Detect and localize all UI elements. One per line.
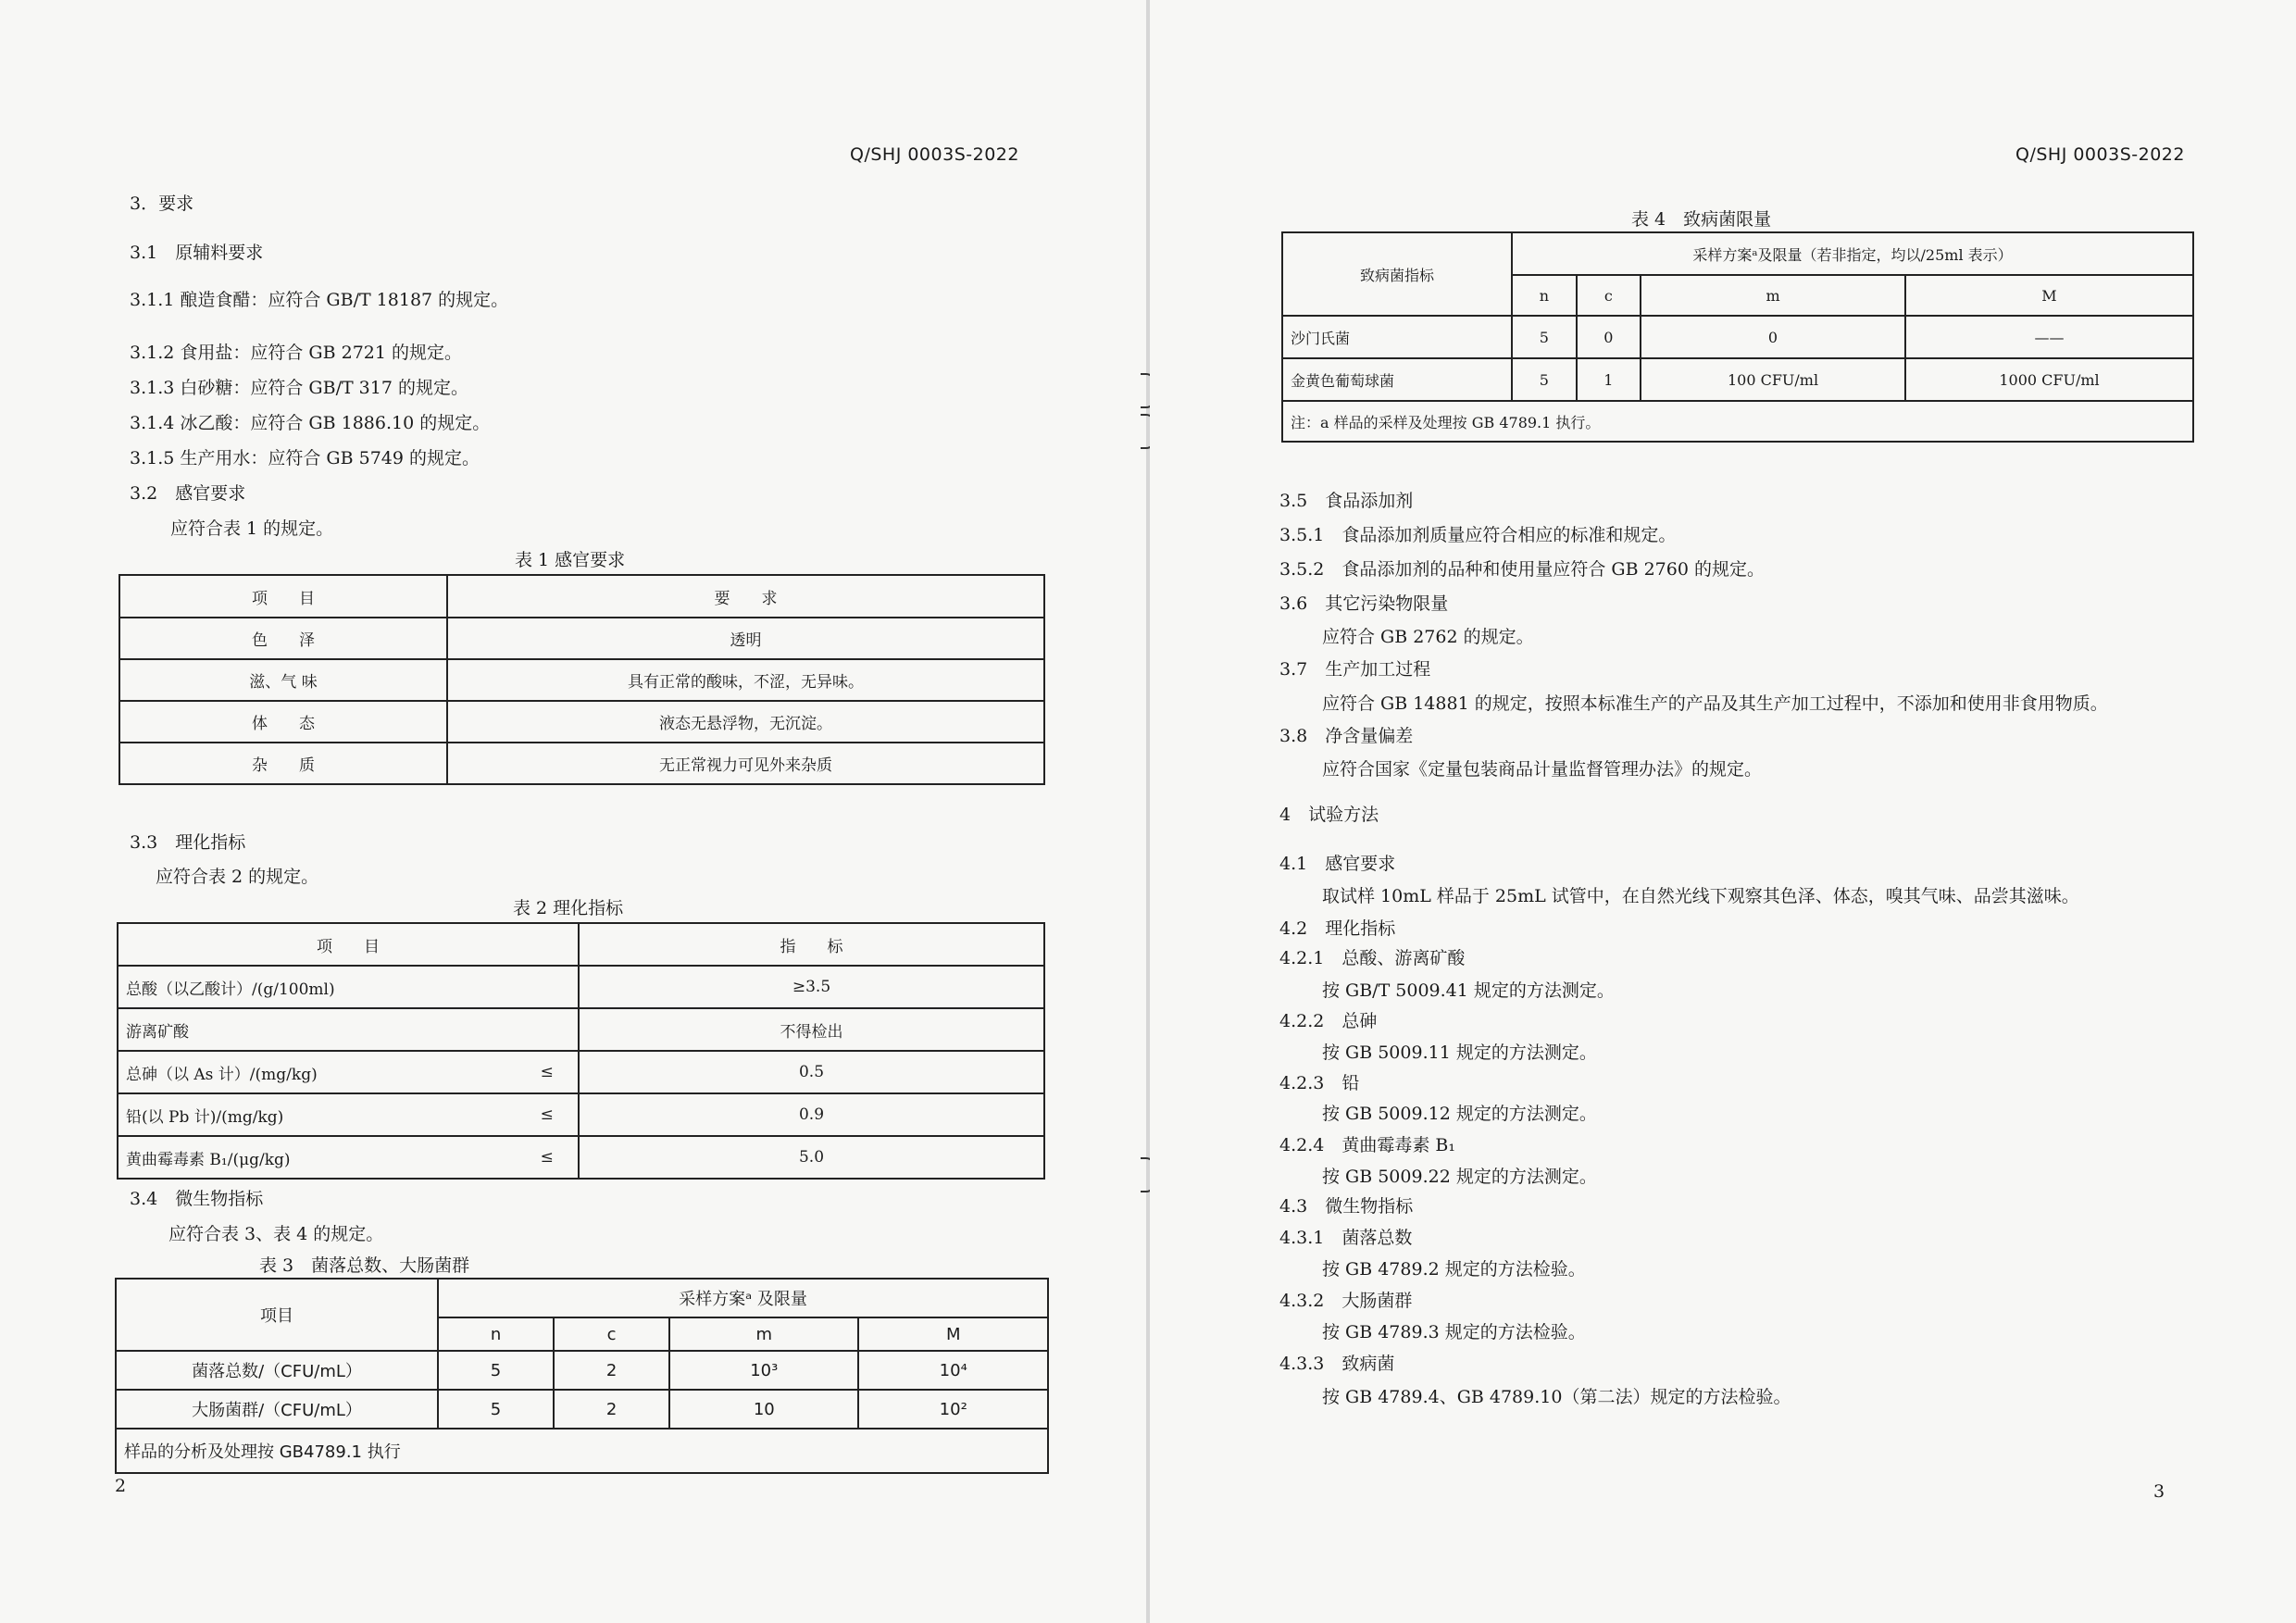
- table-cell: 0: [1577, 316, 1641, 358]
- table-row-label: 大肠菌群/（CFU/mL）: [116, 1390, 438, 1429]
- table-row-label: 色 泽: [119, 618, 447, 659]
- table-header-sampling-plan: 采样方案ᵃ及限量（若非指定，均以/25ml 表示）: [1512, 232, 2193, 275]
- table-cell: 5: [438, 1351, 554, 1390]
- section-4-3-1-heading: 4.3.1 菌落总数: [1279, 1228, 1413, 1248]
- table-row-value: ≥3.5: [579, 966, 1044, 1008]
- table-row-value: 0.9: [579, 1093, 1044, 1136]
- table-row-operator: [516, 966, 579, 1008]
- table-cell: 10³: [669, 1351, 858, 1390]
- section-3-5-heading: 3.5 食品添加剂: [1279, 491, 1414, 511]
- table-cell: 5: [438, 1390, 554, 1429]
- table-row-label: 金黄色葡萄球菌: [1282, 358, 1512, 401]
- table-header-sampling-plan: 采样方案ᵃ 及限量: [438, 1279, 1048, 1317]
- table-header-requirement: 要 求: [447, 575, 1044, 618]
- section-3-8-text: 应符合国家《定量包装商品计量监督管理办法》的规定。: [1322, 759, 1763, 780]
- section-3-1-3: 3.1.3 白砂糖：应符合 GB/T 317 的规定。: [130, 378, 468, 398]
- section-3-7-text: 应符合 GB 14881 的规定，按照本标准生产的产品及其生产加工过程中，不添加和使用非食用物质。: [1322, 693, 2108, 714]
- table-row-value: 液态无悬浮物，无沉淀。: [447, 701, 1044, 743]
- section-4-2-4-heading: 4.2.4 黄曲霉毒素 B₁: [1279, 1135, 1455, 1155]
- table-cell: 5: [1512, 358, 1577, 401]
- table-row-value: 具有正常的酸味，不涩，无异味。: [447, 659, 1044, 701]
- section-3-6-heading: 3.6 其它污染物限量: [1279, 593, 1449, 614]
- table-subheader-n: n: [438, 1317, 554, 1351]
- section-4-2-heading: 4.2 理化指标: [1279, 918, 1396, 939]
- table-cell: 100 CFU/ml: [1641, 358, 1905, 401]
- page-number: 2: [115, 1476, 127, 1496]
- table-subheader-M: M: [1905, 275, 2193, 316]
- table-2-physicochemical: [117, 922, 1045, 1180]
- table-subheader-c: c: [554, 1317, 669, 1351]
- section-4-1-heading: 4.1 感官要求: [1279, 854, 1396, 874]
- table-3-microbial: [115, 1278, 1049, 1474]
- section-3-3-text: 应符合表 2 的规定。: [156, 867, 319, 887]
- table-row-label: 杂 质: [119, 743, 447, 784]
- page-header: Q/SHJ 0003S-2022: [2015, 144, 2185, 165]
- section-3-4-heading: 3.4 微生物指标: [130, 1189, 264, 1209]
- table-row-operator: ≤: [516, 1051, 579, 1093]
- table-row-label: 总酸（以乙酸计）/(g/100ml): [118, 966, 516, 1008]
- section-3-5-2: 3.5.2 食品添加剂的品种和使用量应符合 GB 2760 的规定。: [1279, 559, 1765, 580]
- table-cell: 0: [1641, 316, 1905, 358]
- section-3-3-heading: 3.3 理化指标: [130, 832, 246, 853]
- section-3-6-text: 应符合 GB 2762 的规定。: [1322, 627, 1534, 647]
- section-3-2-text: 应符合表 1 的规定。: [170, 518, 334, 539]
- table-header-item: 项 目: [118, 923, 579, 966]
- section-4-3-3-text: 按 GB 4789.4、GB 4789.10（第二法）规定的方法检验。: [1322, 1387, 1791, 1407]
- table-row-value: 0.5: [579, 1051, 1044, 1093]
- table-row-operator: ≤: [516, 1136, 579, 1179]
- table-subheader-n: n: [1512, 275, 1577, 316]
- table-row-label: 铅(以 Pb 计)/(mg/kg): [118, 1093, 516, 1136]
- section-3-7-heading: 3.7 生产加工过程: [1279, 659, 1431, 680]
- table-cell: ——: [1905, 316, 2193, 358]
- section-4-3-3-heading: 4.3.3 致病菌: [1279, 1354, 1395, 1374]
- section-4-1-text: 取试样 10mL 样品于 25mL 试管中，在自然光线下观察其色泽、体态，嗅其气味、品尝其滋味。: [1322, 886, 2079, 906]
- table-cell: 10⁴: [858, 1351, 1048, 1390]
- section-4-3-2-text: 按 GB 4789.3 规定的方法检验。: [1322, 1322, 1586, 1342]
- section-3-4-text: 应符合表 3、表 4 的规定。: [168, 1224, 384, 1244]
- section-3-1-heading: 3.1 原辅料要求: [130, 243, 264, 263]
- table-row-value: 无正常视力可见外来杂质: [447, 743, 1044, 784]
- section-4-2-2-text: 按 GB 5009.11 规定的方法测定。: [1322, 1042, 1597, 1063]
- table-header-item: 致病菌指标: [1282, 232, 1512, 316]
- table-1-sensory: [119, 574, 1045, 785]
- section-3-1-5: 3.1.5 生产用水：应符合 GB 5749 的规定。: [130, 448, 480, 468]
- section-3-1-1: 3.1.1 酿造食醋：应符合 GB/T 18187 的规定。: [130, 290, 509, 310]
- table-row-label: 总砷（以 As 计）/(mg/kg): [118, 1051, 516, 1093]
- page-header: Q/SHJ 0003S-2022: [850, 144, 1019, 165]
- left-page: [0, 0, 1146, 1623]
- table-note: 注：a 样品的采样及处理按 GB 4789.1 执行。: [1282, 401, 2193, 442]
- table-cell: 1: [1577, 358, 1641, 401]
- table-row-value: 透明: [447, 618, 1044, 659]
- table-header-index: 指 标: [579, 923, 1044, 966]
- section-3-1-4: 3.1.4 冰乙酸：应符合 GB 1886.10 的规定。: [130, 413, 491, 433]
- section-3-1-2: 3.1.2 食用盐：应符合 GB 2721 的规定。: [130, 343, 462, 363]
- section-4-3-2-heading: 4.3.2 大肠菌群: [1279, 1291, 1413, 1311]
- table-row-value: 不得检出: [579, 1008, 1044, 1051]
- table-row-value: 5.0: [579, 1136, 1044, 1179]
- section-4-3-heading: 4.3 微生物指标: [1279, 1196, 1414, 1217]
- section-4-3-1-text: 按 GB 4789.2 规定的方法检验。: [1322, 1259, 1586, 1280]
- table-subheader-c: c: [1577, 275, 1641, 316]
- table-cell: 10²: [858, 1390, 1048, 1429]
- right-page: [1150, 0, 2296, 1623]
- table-subheader-m: m: [1641, 275, 1905, 316]
- table-row-label: 游离矿酸: [118, 1008, 516, 1051]
- table-subheader-M: M: [858, 1317, 1048, 1351]
- table-header-item: 项 目: [119, 575, 447, 618]
- table-row-operator: [516, 1008, 579, 1051]
- section-3-8-heading: 3.8 净含量偏差: [1279, 726, 1414, 746]
- section-4-2-2-heading: 4.2.2 总砷: [1279, 1011, 1378, 1031]
- table-row-label: 沙门氏菌: [1282, 316, 1512, 358]
- section-4-2-1-heading: 4.2.1 总酸、游离矿酸: [1279, 948, 1466, 968]
- table-3-caption: 表 3 菌落总数、大肠菌群: [259, 1255, 470, 1276]
- table-header-item: 项目: [116, 1279, 438, 1351]
- table-cell: 2: [554, 1390, 669, 1429]
- table-2-caption: 表 2 理化指标: [513, 898, 624, 918]
- section-4-2-3-text: 按 GB 5009.12 规定的方法测定。: [1322, 1104, 1597, 1124]
- table-1-caption: 表 1 感官要求: [515, 550, 626, 570]
- table-row-label: 菌落总数/（CFU/mL）: [116, 1351, 438, 1390]
- section-3-5-1: 3.5.1 食品添加剂质量应符合相应的标准和规定。: [1279, 525, 1677, 545]
- page-number: 3: [2153, 1481, 2165, 1502]
- table-row-operator: ≤: [516, 1093, 579, 1136]
- table-row-label: 黄曲霉毒素 B₁/(μg/kg): [118, 1136, 516, 1179]
- table-cell: 2: [554, 1351, 669, 1390]
- section-3-2-heading: 3.2 感官要求: [130, 483, 246, 504]
- section-4-2-3-heading: 4.2.3 铅: [1279, 1073, 1360, 1093]
- section-4-2-1-text: 按 GB/T 5009.41 规定的方法测定。: [1322, 980, 1615, 1001]
- table-4-caption: 表 4 致病菌限量: [1631, 209, 1772, 230]
- table-row-label: 滋、气 味: [119, 659, 447, 701]
- table-cell: 1000 CFU/ml: [1905, 358, 2193, 401]
- table-subheader-m: m: [669, 1317, 858, 1351]
- section-3-heading: 3．要求: [130, 194, 194, 214]
- section-4-2-4-text: 按 GB 5009.22 规定的方法测定。: [1322, 1167, 1597, 1187]
- table-note: 样品的分析及处理按 GB4789.1 执行: [116, 1429, 1048, 1473]
- table-cell: 10: [669, 1390, 858, 1429]
- table-row-label: 体 态: [119, 701, 447, 743]
- table-4-pathogens: [1281, 231, 2194, 443]
- section-4-heading: 4 试验方法: [1279, 805, 1379, 825]
- table-cell: 5: [1512, 316, 1577, 358]
